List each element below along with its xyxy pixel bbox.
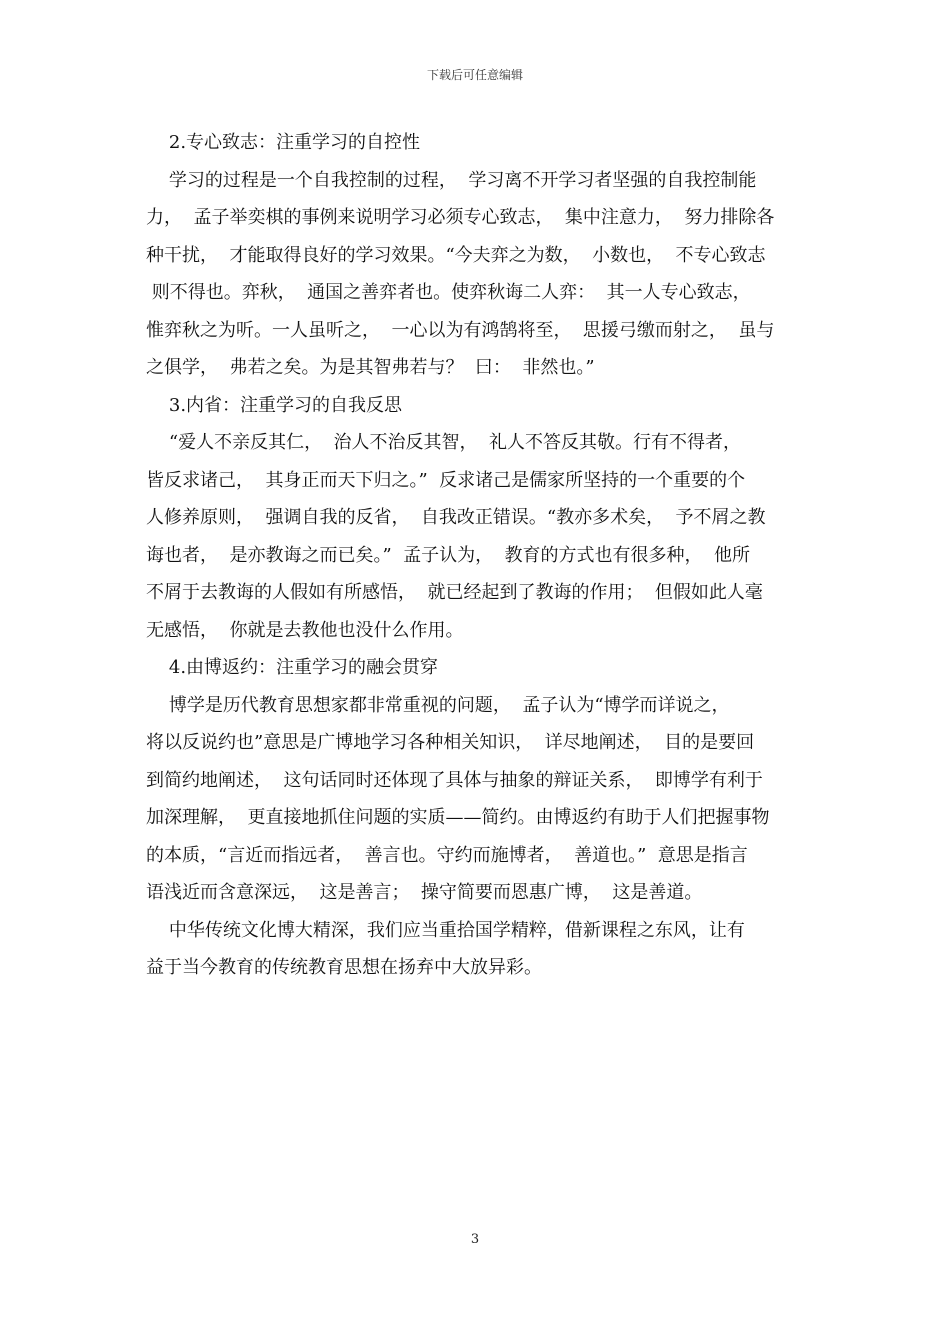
text-line: 力， 孟子举奕棋的事例来说明学习必须专心致志， 集中注意力， 努力排除各	[146, 207, 775, 228]
page-header: 下载后可任意编辑	[426, 68, 523, 82]
section-heading: 2.专心致志：注重学习的自控性	[146, 132, 421, 153]
text-line: 语浅近而含意深远， 这是善言； 操守简要而恩惠广博， 这是善道。	[146, 882, 703, 903]
text-line: 加深理解， 更直接地抓住问题的实质——简约。由博返约有助于人们把握事物	[146, 807, 770, 828]
text-line: 之俱学， 弗若之矣。为是其智弗若与？ 曰： 非然也。”	[146, 357, 595, 378]
text-line: 的本质，“言近而指远者， 善言也。守约而施博者， 善道也。” 意思是指言	[146, 844, 748, 866]
text-line: 学习的过程是一个自我控制的过程， 学习离不开学习者坚强的自我控制能	[146, 169, 757, 191]
text-line: 将以反说约也”意思是广博地学习各种相关知识， 详尽地阐述， 目的是要回	[146, 732, 755, 753]
body-text	[146, 124, 806, 987]
page-number: 3	[470, 1232, 480, 1247]
text-line: 中华传统文化博大精深，我们应当重拾国学精粹，借新课程之东风，让有	[146, 919, 745, 941]
text-line: 人修养原则， 强调自我的反省， 自我改正错误。“教亦多术矣， 予不屑之教	[146, 507, 766, 528]
text-line: 不屑于去教诲的人假如有所感悟， 就已经起到了教诲的作用； 但假如此人毫	[146, 582, 763, 603]
text-line: “爱人不亲反其仁， 治人不治反其智， 礼人不答反其敬。行有不得者，	[146, 432, 741, 453]
section-heading: 3.内省：注重学习的自我反思	[146, 394, 403, 416]
text-line: 则不得也。弈秋， 通国之善弈者也。使弈秋诲二人弈： 其一人专心致志，	[146, 282, 751, 303]
text-line: 到简约地阐述， 这句话同时还体现了具体与抽象的辩证关系， 即博学有利于	[146, 769, 763, 791]
text-line: 诲也者， 是亦教诲之而已矣。” 孟子认为， 教育的方式也有很多种， 他所	[146, 544, 750, 566]
text-line: 博学是历代教育思想家都非常重视的问题， 孟子认为“博学而详说之，	[146, 694, 730, 716]
text-line: 种干扰， 才能取得良好的学习效果。“今夫弈之为数， 小数也， 不专心致志	[146, 244, 766, 266]
text-line: 益于当今教育的传统教育思想在扬弃中大放异彩。	[146, 957, 542, 978]
text-line: 皆反求诸己， 其身正而天下归之。” 反求诸己是儒家所坚持的一个重要的个	[146, 469, 746, 491]
text-line: 惟弈秋之为听。一人虽听之， 一心以为有鸿鹄将至， 思援弓缴而射之， 虽与	[146, 319, 775, 341]
section-heading: 4.由博返约：注重学习的融会贯穿	[146, 657, 439, 678]
text-line: 无感悟， 你就是去教他也没什么作用。	[146, 619, 464, 641]
